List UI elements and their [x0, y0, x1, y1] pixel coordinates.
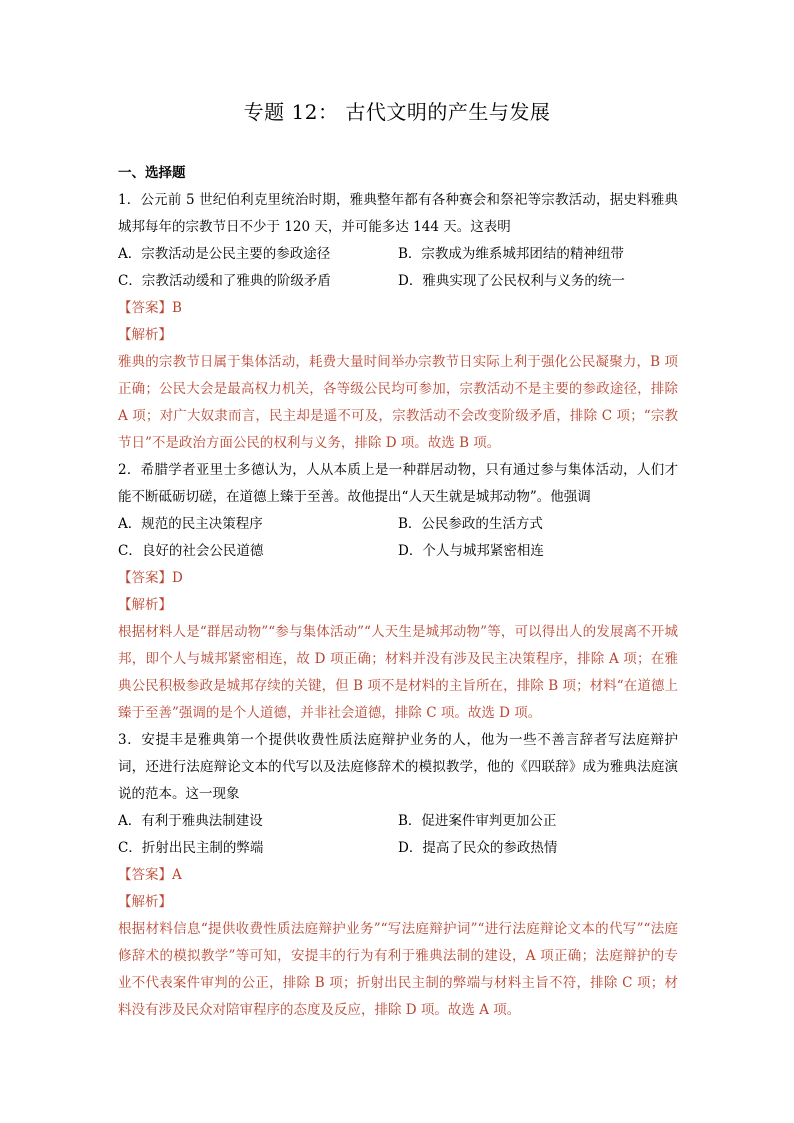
question-list	[118, 160, 678, 1024]
option-c: C．折射出民主制的弊端	[118, 840, 264, 856]
option-list	[118, 511, 678, 565]
question-2	[118, 457, 678, 727]
question-3	[118, 727, 678, 1024]
analysis-label: 【解析】	[118, 327, 172, 343]
answer: 【答案】A	[118, 867, 182, 883]
analysis-text: 根据材料信息“提供收费性质法庭辩护业务”“写法庭辩护词”“进行法庭辩论文本的代写”“法庭修辞术的模拟教学”等可知，安提丰的行为有利于雅典法制的建设，A 项正确；法庭辩护的专业不代表案件审判的公正，排除 B 项；折射出民主制的弊端与材料主旨不符，排除 C 项；材料没有涉及民众对陪审程序的态度及反应，排除 D 项。故选 A 项。	[118, 921, 678, 1018]
option-list	[118, 241, 678, 295]
option-list	[118, 808, 678, 862]
option-c: C．良好的社会公民道德	[118, 543, 264, 559]
analysis-label: 【解析】	[118, 894, 172, 910]
option-b: B．宗教成为维系城邦团结的精神纽带	[398, 246, 624, 262]
answer: 【答案】B	[118, 300, 182, 316]
question-stem: 3．安提丰是雅典第一个提供收费性质法庭辩护业务的人，他为一些不善言辞者写法庭辩护词，还进行法庭辩论文本的代写以及法庭修辞术的模拟教学，他的《四联辞》成为雅典法庭演说的范本。这一现象	[118, 732, 678, 802]
question-stem: 2．希腊学者亚里士多德认为，人从本质上是一种群居动物，只有通过参与集体活动，人们才能不断砥砺切磋，在道德上臻于至善。故他提出“人天生就是城邦动物”。他强调	[118, 462, 678, 505]
option-d: D．雅典实现了公民权利与义务的统一	[398, 273, 625, 289]
analysis-text: 根据材料人是“群居动物”“参与集体活动”“人天生是城邦动物”等，可以得出人的发展离不开城邦，即个人与城邦紧密相连，故 D 项正确；材料并没有涉及民主决策程序，排除 A 项；在雅典公民积极参政是城邦存续的关键，但 B 项不是材料的主旨所在，排除 B 项；材料“在道德上臻于至善”强调的是个人道德，并非社会道德，排除 C 项。故选 D 项。	[118, 624, 678, 721]
question-1	[118, 187, 678, 457]
option-a: A．规范的民主决策程序	[118, 516, 263, 532]
option-a: A．宗教活动是公民主要的参政途径	[118, 246, 331, 262]
option-c: C．宗教活动缓和了雅典的阶级矛盾	[118, 273, 331, 289]
option-d: D．提高了民众的参政热情	[398, 840, 558, 856]
analysis-text: 雅典的宗教节日属于集体活动，耗费大量时间举办宗教节日实际上利于强化公民凝聚力，B 项正确；公民大会是最高权力机关，各等级公民均可参加，宗教活动不是主要的参政途径，排除 A 项；对广大奴隶而言，民主却是遥不可及，宗教活动不会改变阶级矛盾，排除 C 项；“宗教节日”不是政治方面公民的权利与义务，排除 D 项。故选 B 项。	[118, 354, 678, 451]
option-b: B．促进案件审判更加公正	[398, 813, 557, 829]
question-stem: 1．公元前 5 世纪伯利克里统治时期，雅典整年都有各种赛会和祭祀等宗教活动，据史料雅典城邦每年的宗教节日不少于 120 天，并可能多达 144 天。这表明	[118, 192, 678, 235]
section-heading: 一、选择题	[118, 165, 186, 181]
option-d: D．个人与城邦紧密相连	[398, 543, 544, 559]
answer: 【答案】D	[118, 570, 183, 586]
option-b: B．公民参政的生活方式	[398, 516, 543, 532]
option-a: A．有利于雅典法制建设	[118, 813, 263, 829]
analysis-label: 【解析】	[118, 597, 172, 613]
page-title: 专题 12： 古代文明的产生与发展	[243, 100, 551, 124]
